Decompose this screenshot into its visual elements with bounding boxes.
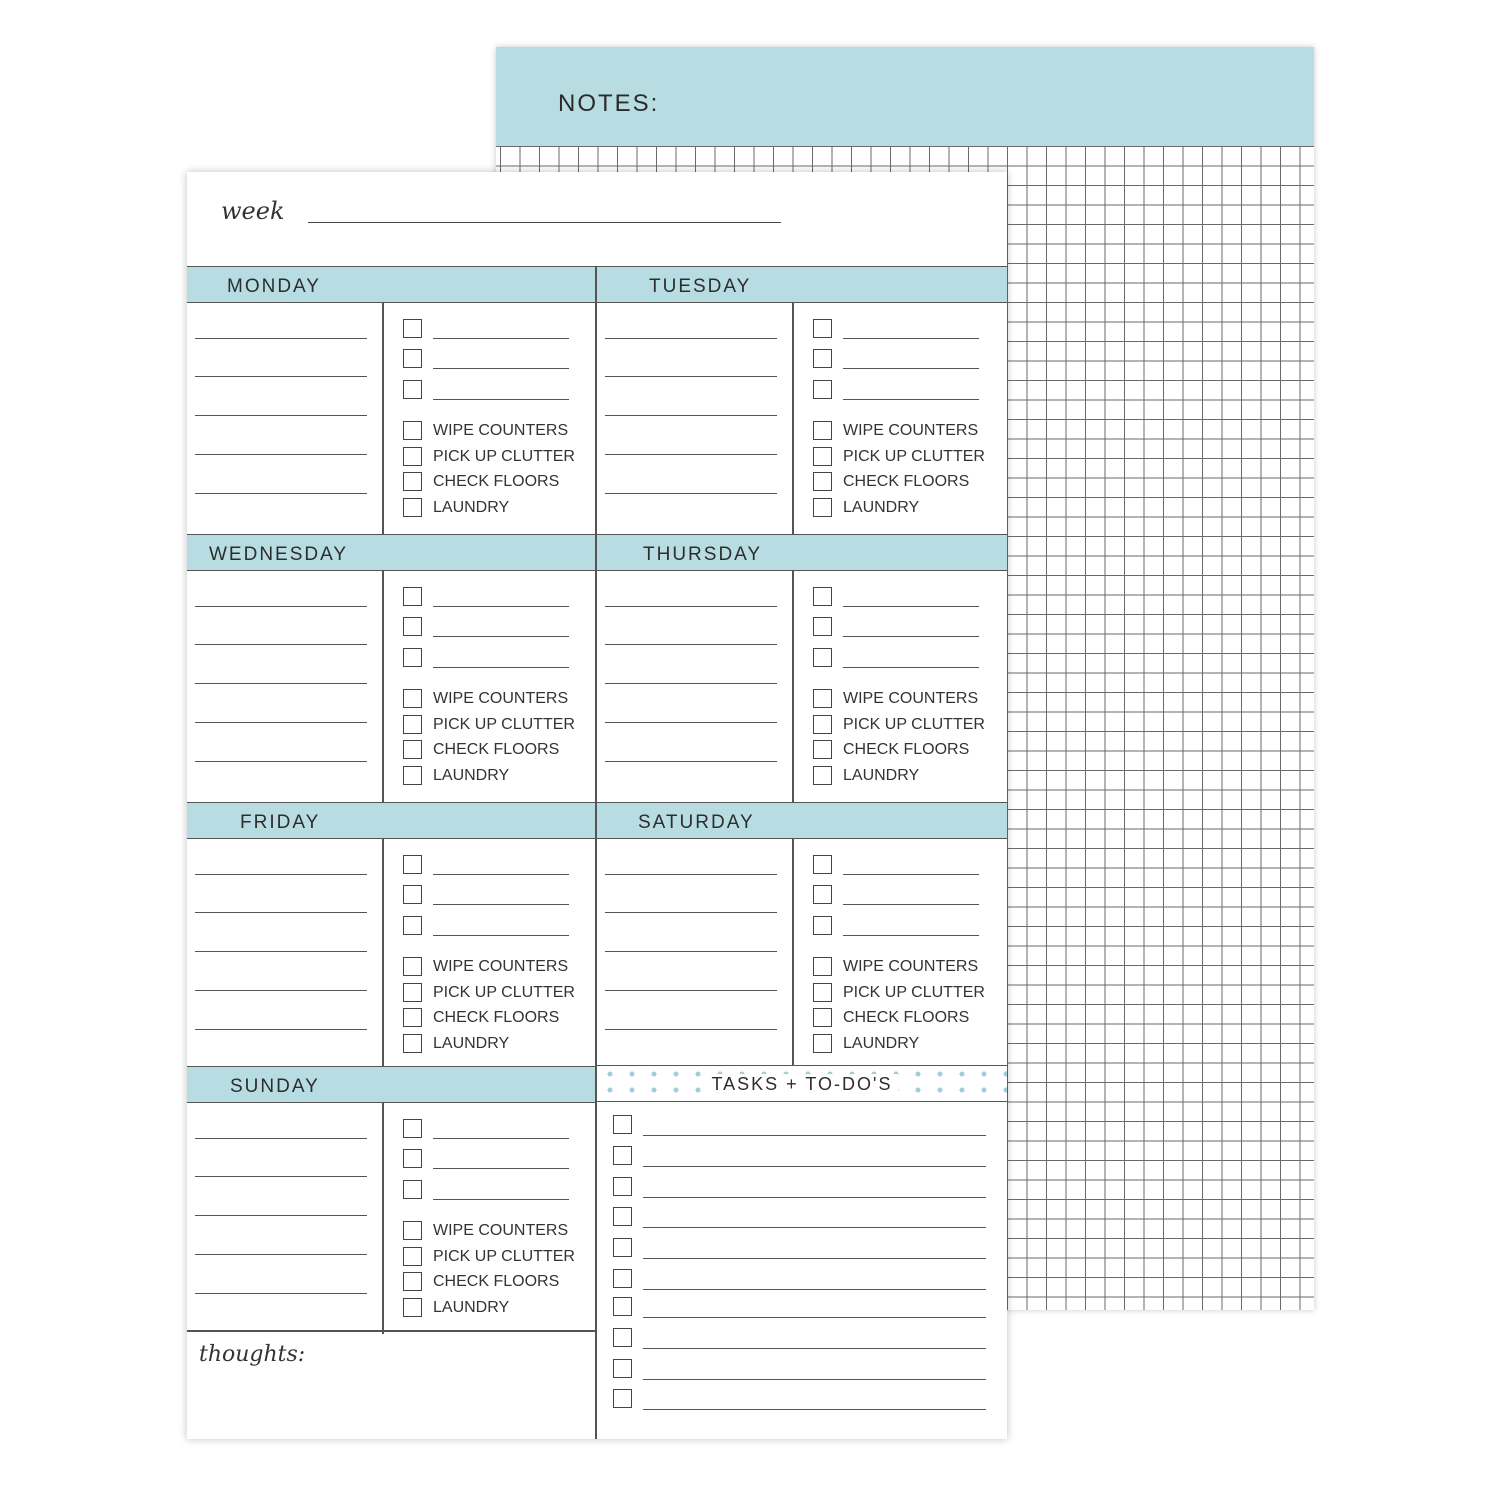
todo-write-line[interactable] xyxy=(643,1317,986,1318)
write-line[interactable] xyxy=(195,644,367,645)
chore-checkbox[interactable] xyxy=(403,447,422,466)
task-write-line[interactable] xyxy=(843,667,979,668)
task-write-line[interactable] xyxy=(433,368,569,369)
chore-label: LAUNDRY xyxy=(433,1035,510,1052)
chore-label: PICK UP CLUTTER xyxy=(433,448,575,465)
chore-label: CHECK FLOORS xyxy=(433,1009,560,1026)
chore-checkbox[interactable] xyxy=(403,1008,422,1027)
write-line[interactable] xyxy=(195,874,367,875)
chore-checkbox[interactable] xyxy=(403,715,422,734)
task-checkbox[interactable] xyxy=(813,885,832,904)
column-divider xyxy=(382,571,384,802)
day-block-saturday xyxy=(597,802,1007,1070)
day-header xyxy=(187,802,597,839)
weekly-planner-sheet xyxy=(187,172,1007,1439)
write-line[interactable] xyxy=(605,951,777,952)
write-line[interactable] xyxy=(605,493,777,494)
task-checkbox[interactable] xyxy=(403,319,422,338)
write-line[interactable] xyxy=(605,761,777,762)
task-checkbox[interactable] xyxy=(403,648,422,667)
write-line[interactable] xyxy=(195,1138,367,1139)
write-line[interactable] xyxy=(195,454,367,455)
task-checkbox[interactable] xyxy=(403,855,422,874)
task-write-line[interactable] xyxy=(433,667,569,668)
chore-checkbox[interactable] xyxy=(403,1221,422,1240)
chore-checkbox[interactable] xyxy=(813,740,832,759)
chore-label: WIPE COUNTERS xyxy=(843,422,979,439)
task-write-line[interactable] xyxy=(843,368,979,369)
notes-header xyxy=(496,47,1314,146)
chore-checkbox[interactable] xyxy=(813,1008,832,1027)
day-body xyxy=(187,1103,597,1334)
chore-checkbox[interactable] xyxy=(403,766,422,785)
day-header xyxy=(597,534,1007,571)
write-line[interactable] xyxy=(195,1029,367,1030)
chore-label: LAUNDRY xyxy=(843,499,920,516)
task-checkbox[interactable] xyxy=(403,587,422,606)
write-line[interactable] xyxy=(195,606,367,607)
todo-write-line[interactable] xyxy=(643,1409,986,1410)
chore-checkbox[interactable] xyxy=(813,983,832,1002)
day-block-monday xyxy=(187,266,597,534)
chore-checkbox[interactable] xyxy=(813,766,832,785)
todo-checkbox[interactable] xyxy=(613,1177,632,1196)
chore-checkbox[interactable] xyxy=(813,689,832,708)
write-line[interactable] xyxy=(605,606,777,607)
write-line[interactable] xyxy=(195,912,367,913)
chore-checkbox[interactable] xyxy=(403,1247,422,1266)
chore-label: CHECK FLOORS xyxy=(843,473,970,490)
chore-checkbox[interactable] xyxy=(813,421,832,440)
chore-label: LAUNDRY xyxy=(433,1299,510,1316)
chore-label: WIPE COUNTERS xyxy=(843,690,979,707)
todo-checkbox[interactable] xyxy=(613,1328,632,1347)
day-name: MONDAY xyxy=(227,276,321,297)
write-line[interactable] xyxy=(605,454,777,455)
write-line[interactable] xyxy=(195,1254,367,1255)
todo-write-line[interactable] xyxy=(643,1135,986,1136)
column-divider xyxy=(792,839,794,1070)
write-line[interactable] xyxy=(195,761,367,762)
day-header xyxy=(187,266,597,303)
chore-label: CHECK FLOORS xyxy=(433,741,560,758)
task-checkbox[interactable] xyxy=(403,617,422,636)
tasks-header xyxy=(597,1065,1007,1102)
write-line[interactable] xyxy=(195,722,367,723)
task-write-line[interactable] xyxy=(843,935,979,936)
task-checkbox[interactable] xyxy=(813,349,832,368)
write-line[interactable] xyxy=(195,683,367,684)
write-line[interactable] xyxy=(195,338,367,339)
chore-checkbox[interactable] xyxy=(813,472,832,491)
column-divider xyxy=(382,303,384,534)
write-line[interactable] xyxy=(605,990,777,991)
write-line[interactable] xyxy=(605,376,777,377)
column-divider xyxy=(382,1103,384,1334)
thoughts-divider xyxy=(187,1330,597,1332)
task-write-line[interactable] xyxy=(433,338,569,339)
write-line[interactable] xyxy=(195,415,367,416)
notes-title: NOTES: xyxy=(558,90,660,117)
write-line[interactable] xyxy=(605,338,777,339)
write-line[interactable] xyxy=(195,1176,367,1177)
chore-checkbox[interactable] xyxy=(403,983,422,1002)
task-checkbox[interactable] xyxy=(403,349,422,368)
write-line[interactable] xyxy=(605,874,777,875)
write-line[interactable] xyxy=(605,644,777,645)
chore-label: PICK UP CLUTTER xyxy=(433,1248,575,1265)
write-line[interactable] xyxy=(605,912,777,913)
task-checkbox[interactable] xyxy=(403,916,422,935)
write-line[interactable] xyxy=(195,376,367,377)
chore-checkbox[interactable] xyxy=(403,1272,422,1291)
task-write-line[interactable] xyxy=(843,874,979,875)
day-block-thursday xyxy=(597,534,1007,802)
chore-checkbox[interactable] xyxy=(813,957,832,976)
day-name: FRIDAY xyxy=(240,812,321,833)
todo-write-line[interactable] xyxy=(643,1379,986,1380)
todo-write-line[interactable] xyxy=(643,1289,986,1290)
week-input-line[interactable] xyxy=(308,222,781,223)
chore-checkbox[interactable] xyxy=(813,447,832,466)
task-write-line[interactable] xyxy=(843,606,979,607)
chore-checkbox[interactable] xyxy=(403,498,422,517)
day-name: THURSDAY xyxy=(643,544,763,565)
day-name: SUNDAY xyxy=(230,1076,320,1097)
chore-checkbox[interactable] xyxy=(813,715,832,734)
write-line[interactable] xyxy=(195,1293,367,1294)
todo-write-line[interactable] xyxy=(643,1197,986,1198)
column-divider xyxy=(382,839,384,1070)
chore-checkbox[interactable] xyxy=(403,740,422,759)
task-checkbox[interactable] xyxy=(813,319,832,338)
chore-label: PICK UP CLUTTER xyxy=(843,984,985,1001)
day-header xyxy=(187,534,597,571)
chore-checkbox[interactable] xyxy=(403,957,422,976)
todo-write-line[interactable] xyxy=(643,1166,986,1167)
task-checkbox[interactable] xyxy=(813,648,832,667)
chore-label: LAUNDRY xyxy=(843,1035,920,1052)
task-write-line[interactable] xyxy=(433,1199,569,1200)
task-write-line[interactable] xyxy=(433,904,569,905)
day-body xyxy=(597,839,1007,1070)
task-write-line[interactable] xyxy=(433,935,569,936)
chore-label: WIPE COUNTERS xyxy=(433,690,569,707)
task-checkbox[interactable] xyxy=(403,885,422,904)
day-body xyxy=(187,839,597,1070)
chore-label: CHECK FLOORS xyxy=(843,741,970,758)
chore-label: PICK UP CLUTTER xyxy=(843,716,985,733)
task-checkbox[interactable] xyxy=(403,1180,422,1199)
chore-label: WIPE COUNTERS xyxy=(433,958,569,975)
day-header xyxy=(597,802,1007,839)
day-block-wednesday xyxy=(187,534,597,802)
task-checkbox[interactable] xyxy=(813,916,832,935)
task-write-line[interactable] xyxy=(843,338,979,339)
todo-checkbox[interactable] xyxy=(613,1269,632,1288)
center-divider xyxy=(595,266,597,1439)
day-header xyxy=(597,266,1007,303)
write-line[interactable] xyxy=(195,951,367,952)
task-checkbox[interactable] xyxy=(403,1119,422,1138)
chore-label: LAUNDRY xyxy=(433,767,510,784)
todo-checkbox[interactable] xyxy=(613,1115,632,1134)
task-checkbox[interactable] xyxy=(813,587,832,606)
chore-checkbox[interactable] xyxy=(813,498,832,517)
column-divider xyxy=(792,571,794,802)
todo-write-line[interactable] xyxy=(643,1258,986,1259)
chore-checkbox[interactable] xyxy=(403,1298,422,1317)
chore-checkbox[interactable] xyxy=(403,689,422,708)
todo-checkbox[interactable] xyxy=(613,1146,632,1165)
column-divider xyxy=(792,303,794,534)
write-line[interactable] xyxy=(605,1029,777,1030)
chore-checkbox[interactable] xyxy=(403,1034,422,1053)
task-write-line[interactable] xyxy=(433,636,569,637)
day-name: SATURDAY xyxy=(638,812,755,833)
write-line[interactable] xyxy=(195,1215,367,1216)
write-line[interactable] xyxy=(605,683,777,684)
day-body xyxy=(597,303,1007,534)
write-line[interactable] xyxy=(605,722,777,723)
task-write-line[interactable] xyxy=(433,606,569,607)
task-write-line[interactable] xyxy=(843,904,979,905)
task-checkbox[interactable] xyxy=(813,380,832,399)
task-write-line[interactable] xyxy=(433,399,569,400)
todo-checkbox[interactable] xyxy=(613,1297,632,1316)
task-write-line[interactable] xyxy=(843,636,979,637)
day-body xyxy=(187,571,597,802)
task-checkbox[interactable] xyxy=(813,855,832,874)
todo-checkbox[interactable] xyxy=(613,1207,632,1226)
todo-write-line[interactable] xyxy=(643,1227,986,1228)
day-block-tuesday xyxy=(597,266,1007,534)
todo-checkbox[interactable] xyxy=(613,1238,632,1257)
task-write-line[interactable] xyxy=(433,1138,569,1139)
chore-label: PICK UP CLUTTER xyxy=(433,984,575,1001)
write-line[interactable] xyxy=(195,990,367,991)
day-block-friday xyxy=(187,802,597,1070)
day-header xyxy=(187,1066,597,1103)
todo-checkbox[interactable] xyxy=(613,1359,632,1378)
day-body xyxy=(187,303,597,534)
day-name: WEDNESDAY xyxy=(209,544,349,565)
chore-checkbox[interactable] xyxy=(403,421,422,440)
chore-label: WIPE COUNTERS xyxy=(433,422,569,439)
tasks-title-text: TASKS + TO-DO'S xyxy=(706,1074,899,1094)
task-checkbox[interactable] xyxy=(813,617,832,636)
chore-checkbox[interactable] xyxy=(813,1034,832,1053)
todo-write-line[interactable] xyxy=(643,1348,986,1349)
thoughts-label: thoughts: xyxy=(199,1342,306,1367)
chore-label: CHECK FLOORS xyxy=(433,473,560,490)
chore-label: PICK UP CLUTTER xyxy=(843,448,985,465)
day-body xyxy=(597,571,1007,802)
chore-label: LAUNDRY xyxy=(433,499,510,516)
task-checkbox[interactable] xyxy=(403,1149,422,1168)
chore-checkbox[interactable] xyxy=(403,472,422,491)
task-write-line[interactable] xyxy=(843,399,979,400)
write-line[interactable] xyxy=(605,415,777,416)
task-write-line[interactable] xyxy=(433,1168,569,1169)
task-checkbox[interactable] xyxy=(403,380,422,399)
chore-label: CHECK FLOORS xyxy=(843,1009,970,1026)
write-line[interactable] xyxy=(195,493,367,494)
chore-label: CHECK FLOORS xyxy=(433,1273,560,1290)
task-write-line[interactable] xyxy=(433,874,569,875)
todo-checkbox[interactable] xyxy=(613,1389,632,1408)
tasks-title xyxy=(597,1074,1007,1095)
chore-label: WIPE COUNTERS xyxy=(843,958,979,975)
chore-label: WIPE COUNTERS xyxy=(433,1222,569,1239)
week-label: week xyxy=(221,197,285,225)
day-block-sunday xyxy=(187,1066,597,1334)
day-name: TUESDAY xyxy=(649,276,752,297)
chore-label: LAUNDRY xyxy=(843,767,920,784)
chore-label: PICK UP CLUTTER xyxy=(433,716,575,733)
